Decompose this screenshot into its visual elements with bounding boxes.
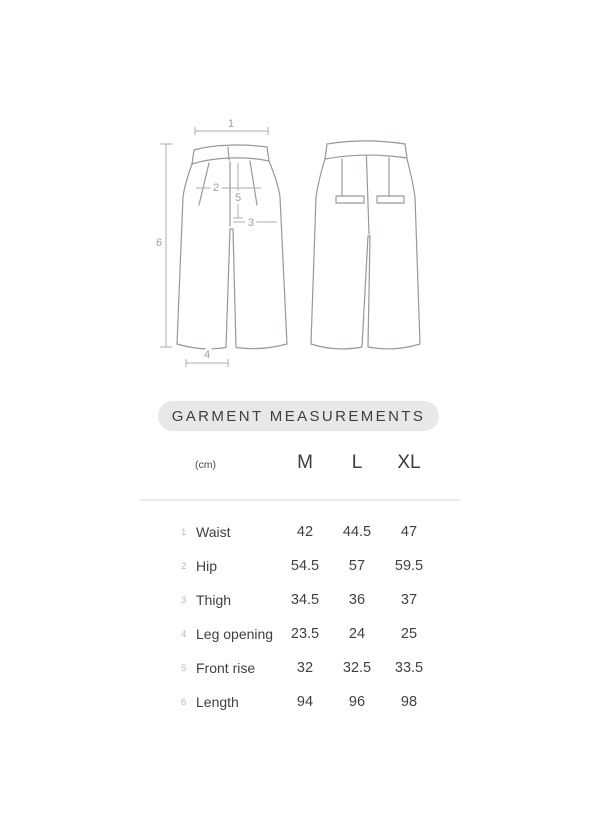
row-label: Thigh — [196, 592, 232, 608]
measure-label-2: 2 — [212, 182, 220, 194]
table-row — [140, 651, 460, 685]
measure-label-1: 1 — [227, 118, 235, 130]
value-size-xl: 98 — [400, 694, 418, 710]
value-size-m: 32 — [296, 660, 314, 676]
pants-back-view — [311, 141, 420, 349]
row-label-cell — [140, 592, 279, 608]
measure-label-5: 5 — [234, 192, 242, 204]
front-waistband — [192, 145, 269, 164]
section-title-pill — [158, 401, 439, 431]
value-size-xl: 47 — [400, 524, 418, 540]
row-label: Front rise — [196, 660, 256, 676]
size-header-label: XL — [397, 452, 421, 473]
section-title: GARMENT MEASUREMENTS — [171, 407, 426, 425]
value-size-m: 54.5 — [290, 558, 320, 574]
value-size-m: 42 — [296, 524, 314, 540]
row-number: 2 — [181, 560, 187, 572]
table-row — [140, 515, 460, 549]
table-header-row — [140, 450, 460, 474]
value-size-l: 32.5 — [342, 660, 372, 676]
value-size-xl: 33.5 — [394, 660, 424, 676]
back-left-pocket — [336, 196, 364, 203]
row-label: Hip — [196, 558, 218, 574]
row-label: Length — [196, 694, 239, 710]
value-size-l: 96 — [348, 694, 366, 710]
row-label: Leg opening — [196, 626, 274, 642]
back-right-pocket — [377, 196, 404, 203]
row-number: 4 — [181, 628, 187, 640]
row-number: 3 — [181, 594, 187, 606]
value-size-l: 57 — [348, 558, 366, 574]
value-size-m: 34.5 — [290, 592, 320, 608]
measure-label-3: 3 — [247, 217, 255, 229]
value-size-m: 94 — [296, 694, 314, 710]
table-row — [140, 685, 460, 719]
value-size-l: 36 — [348, 592, 366, 608]
front-body-outline — [177, 161, 287, 349]
pants-front-view — [177, 145, 287, 349]
row-label-cell — [140, 558, 279, 574]
table-row — [140, 583, 460, 617]
value-size-xl: 37 — [400, 592, 418, 608]
row-label-cell — [140, 626, 279, 642]
value-size-xl: 59.5 — [394, 558, 424, 574]
row-number: 6 — [181, 696, 187, 708]
unit-label: (cm) — [195, 459, 216, 471]
value-size-l: 24 — [348, 626, 366, 642]
measurement-table — [140, 515, 460, 719]
row-label-cell — [140, 694, 279, 710]
pants-technical-drawing — [0, 0, 600, 395]
size-header-label: L — [351, 452, 363, 473]
row-label-cell — [140, 660, 279, 676]
table-divider — [140, 499, 460, 501]
row-number: 1 — [181, 526, 187, 538]
row-number: 5 — [181, 662, 187, 674]
measure-label-4: 4 — [203, 349, 211, 361]
measure-label-6: 6 — [155, 237, 163, 249]
table-row — [140, 549, 460, 583]
row-label-cell — [140, 524, 279, 540]
size-header-label: M — [297, 452, 313, 473]
table-row — [140, 617, 460, 651]
value-size-l: 44.5 — [342, 524, 372, 540]
value-size-xl: 25 — [400, 626, 418, 642]
row-label: Waist — [196, 524, 231, 540]
back-body-outline — [311, 159, 420, 349]
value-size-m: 23.5 — [290, 626, 320, 642]
